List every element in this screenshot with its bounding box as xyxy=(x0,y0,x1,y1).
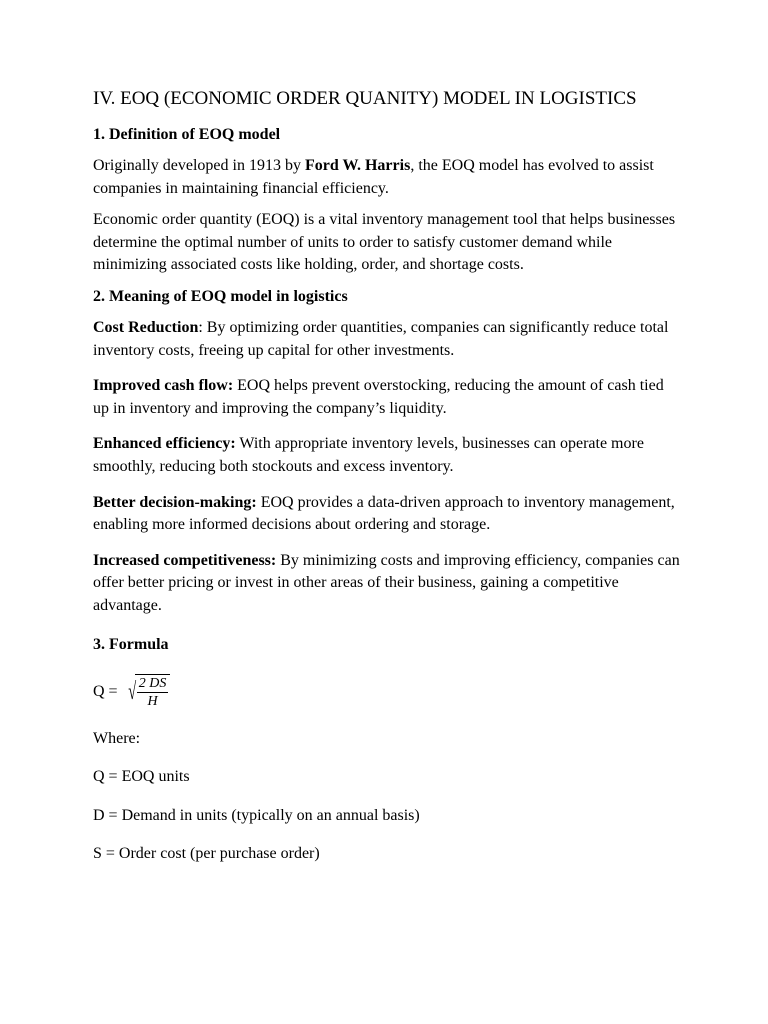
section-heading-meaning: 2. Meaning of EOQ model in logistics xyxy=(93,287,348,305)
variable-definition: D = Demand in units (typically on an annual basis) xyxy=(93,806,420,824)
origin-text-post: , the EOQ model has evolved to assist companies in maintaining financial efficiency. xyxy=(93,157,654,197)
benefit-term: Increased competitiveness: xyxy=(93,551,277,569)
benefit-item xyxy=(93,317,683,362)
benefit-item xyxy=(93,375,683,420)
origin-text-pre: Originally developed in 1913 by xyxy=(93,157,305,174)
formula-numerator: 2 DS xyxy=(138,675,167,691)
benefit-item xyxy=(93,433,683,478)
benefit-text: : By optimizing order quantities, companies can significantly reduce total inventory costs, freeing up capital for other investments. xyxy=(93,318,669,359)
square-root xyxy=(123,674,171,710)
formula-fraction xyxy=(135,674,171,710)
benefit-text: With appropriate inventory levels, businesses can operate more smoothly, reducing both stockouts and excess inventory. xyxy=(93,435,644,475)
paragraph-eoq-definition: Economic order quantity (EOQ) is a vital inventory management tool that helps businesses determine the optimal number of units to order to satisfy customer demand while minimizing associated costs like holding, order, and shortage costs. xyxy=(93,211,676,274)
document-page xyxy=(93,86,683,866)
benefit-item xyxy=(93,550,683,618)
benefit-text: EOQ provides a data-driven approach to inventory management, enabling more informed decisions about ordering and storage. xyxy=(93,493,675,534)
section-heading-formula: 3. Formula xyxy=(93,635,169,653)
paragraph-origin xyxy=(93,155,683,200)
eoq-formula xyxy=(93,672,683,712)
benefit-text: By minimizing costs and improving efficiency, companies can offer better pricing or invest in other areas of their business, gaining a competitive advantage. xyxy=(93,551,680,614)
benefit-term: Enhanced efficiency: xyxy=(93,435,236,453)
benefit-text: EOQ helps prevent overstocking, reducing the amount of cash tied up in inventory and improving the company’s liquidity. xyxy=(93,377,664,417)
author-name: Ford W. Harris xyxy=(304,157,411,174)
where-label: Where: xyxy=(93,729,141,747)
benefit-term: Better decision-making: xyxy=(93,493,257,511)
formula-denominator: H xyxy=(147,693,158,709)
formula-lhs: Q = xyxy=(93,682,118,700)
document-title: IV. EOQ (ECONOMIC ORDER QUANITY) MODEL IN LOGISTICS xyxy=(93,88,637,109)
variable-definition: Q = EOQ units xyxy=(93,768,190,786)
radical-sign-icon: √ xyxy=(127,678,136,705)
benefit-term: Cost Reduction xyxy=(93,318,199,336)
benefit-term: Improved cash flow: xyxy=(93,377,234,395)
section-heading-definition: 1. Definition of EOQ model xyxy=(93,126,281,143)
benefit-item xyxy=(93,492,683,537)
variable-definition: S = Order cost (per purchase order) xyxy=(93,845,320,863)
